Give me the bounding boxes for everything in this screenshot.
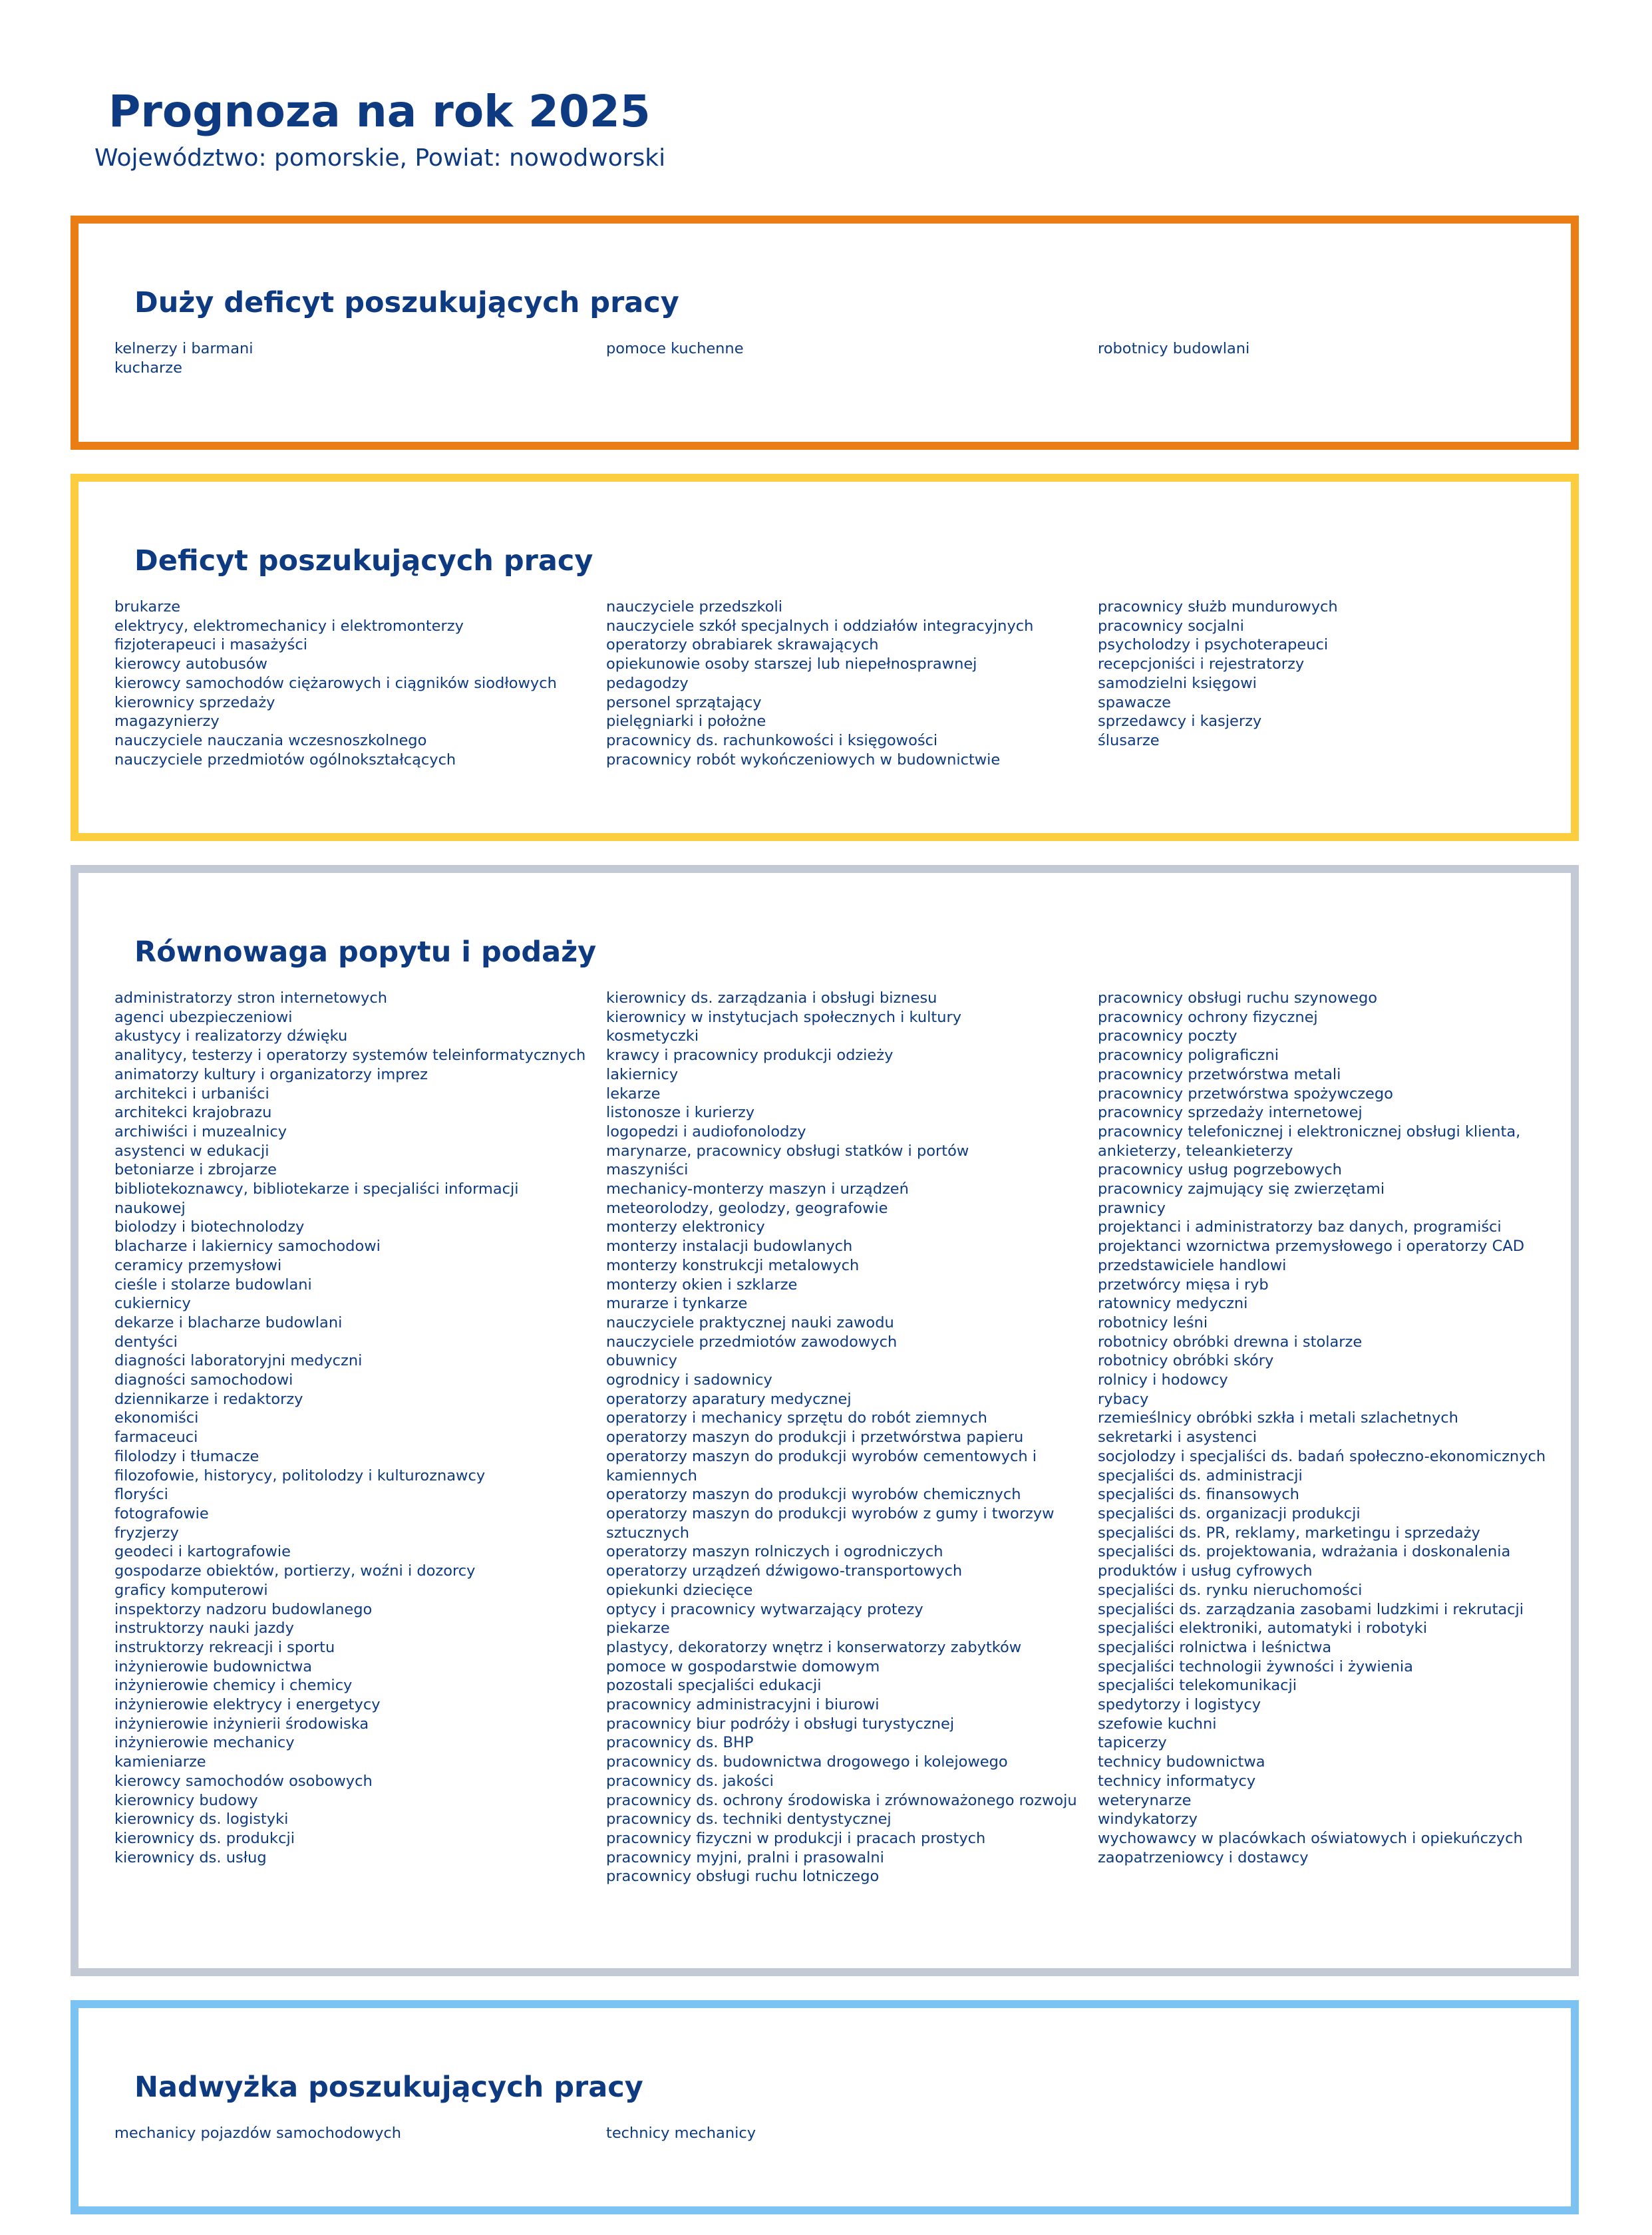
- occupation-item: kierownicy ds. logistyki: [114, 1810, 289, 1828]
- occupation-item: monterzy okien i szklarze: [606, 1276, 798, 1293]
- occupation-item: specjaliści technologii żywności i żywienia: [1098, 1657, 1413, 1675]
- occupation-item: kamieniarze: [114, 1753, 206, 1771]
- occupation-item: nauczyciele przedszkoli: [606, 598, 783, 615]
- occupation-item: brukarze: [114, 598, 181, 615]
- occupation-item: projektanci wzornictwa przemysłowego i operatorzy CAD: [1098, 1238, 1525, 1256]
- occupation-item: pracownicy usług pogrzebowych: [1098, 1161, 1342, 1179]
- occupation-item: operatorzy maszyn rolniczych i ogrodniczych: [606, 1543, 943, 1561]
- occupation-item: dentyści: [114, 1333, 178, 1351]
- occupation-item: inżynierowie elektrycy i energetycy: [114, 1696, 381, 1714]
- occupation-item: specjaliści rolnictwa i leśnictwa: [1098, 1638, 1332, 1656]
- occupation-item: mechanicy pojazdów samochodowych: [114, 2125, 402, 2142]
- section-column: [114, 2124, 593, 2143]
- occupation-item: zaopatrzeniowcy i dostawcy: [1098, 1848, 1309, 1866]
- occupation-item: rolnicy i hodowcy: [1098, 1371, 1228, 1389]
- occupation-item: pracownicy zajmujący się zwierzętami: [1098, 1180, 1385, 1198]
- occupation-item: ekonomiści: [114, 1409, 199, 1427]
- occupation-item: biolodzy i biotechnolodzy: [114, 1218, 305, 1236]
- occupation-item: operatorzy aparatury medycznej: [606, 1390, 852, 1408]
- occupation-item: listonosze i kurierzy: [606, 1104, 755, 1122]
- occupation-item: pomoce kuchenne: [606, 340, 744, 357]
- occupation-item: monterzy elektronicy: [606, 1218, 765, 1236]
- occupation-item: kierownicy w instytucjach społecznych i kultury: [606, 1008, 962, 1026]
- occupation-item: diagności samochodowi: [114, 1371, 293, 1389]
- occupation-item: opiekunki dziecięce: [606, 1581, 753, 1599]
- occupation-item: nauczyciele praktycznej nauki zawodu: [606, 1313, 894, 1331]
- section-column: [606, 339, 1085, 359]
- occupation-item: logopedzi i audiofonolodzy: [606, 1122, 806, 1140]
- occupation-item: inżynierowie budownictwa: [114, 1657, 313, 1675]
- occupation-item: pracownicy administracyjni i biurowi: [606, 1696, 880, 1714]
- section-column: [606, 2124, 1085, 2143]
- occupation-item: inżynierowie chemicy i chemicy: [114, 1677, 353, 1695]
- occupation-item: piekarze: [606, 1620, 670, 1637]
- occupation-item: psycholodzy i psychoterapeuci: [1098, 636, 1329, 654]
- section-balance: [71, 865, 1579, 1976]
- occupation-item: kierownicy budowy: [114, 1791, 258, 1809]
- occupation-item: specjaliści ds. projektowania, wdrażania i doskonalenia produktów i usług cyfrowych: [1098, 1543, 1511, 1580]
- occupation-item: samodzielni księgowi: [1098, 674, 1257, 692]
- occupation-item: cukiernicy: [114, 1295, 191, 1313]
- occupation-item: spedytorzy i logistycy: [1098, 1696, 1261, 1714]
- occupation-item: ślusarze: [1098, 731, 1160, 749]
- occupation-item: robotnicy budowlani: [1098, 340, 1250, 357]
- section-surplus: [71, 2000, 1579, 2214]
- section-column: [1098, 598, 1577, 751]
- occupation-item: ratownicy medyczni: [1098, 1295, 1248, 1313]
- occupation-item: personel sprzątający: [606, 693, 762, 711]
- occupation-item: kierowcy autobusów: [114, 655, 267, 673]
- occupation-item: operatorzy maszyn do produkcji wyrobów cementowych i kamiennych: [606, 1447, 1037, 1484]
- occupation-item: magazynierzy: [114, 713, 220, 731]
- occupation-item: pielęgniarki i położne: [606, 713, 766, 731]
- occupation-item: sprzedawcy i kasjerzy: [1098, 713, 1262, 731]
- occupation-item: robotnicy leśni: [1098, 1313, 1208, 1331]
- occupation-item: pracownicy ds. techniki dentystycznej: [606, 1810, 892, 1828]
- occupation-item: pracownicy ochrony fizycznej: [1098, 1008, 1318, 1026]
- occupation-item: inżynierowie mechanicy: [114, 1734, 295, 1752]
- occupation-item: optycy i pracownicy wytwarzający protezy: [606, 1600, 923, 1618]
- occupation-item: nauczyciele przedmiotów zawodowych: [606, 1333, 898, 1351]
- occupation-item: tapicerzy: [1098, 1734, 1167, 1752]
- occupation-item: specjaliści ds. zarządzania zasobami ludzkimi i rekrutacji: [1098, 1600, 1524, 1618]
- occupation-item: pracownicy telefonicznej i elektronicznej obsługi klienta, ankieterzy, teleankieterzy: [1098, 1122, 1521, 1160]
- occupation-item: recepcjoniści i rejestratorzy: [1098, 655, 1305, 673]
- occupation-item: pracownicy służb mundurowych: [1098, 598, 1338, 615]
- occupation-item: technicy informatycy: [1098, 1772, 1256, 1790]
- occupation-item: kierownicy ds. produkcji: [114, 1829, 295, 1847]
- occupation-item: architekci krajobrazu: [114, 1104, 272, 1122]
- occupation-item: fizjoterapeuci i masażyści: [114, 636, 307, 654]
- occupation-item: pracownicy sprzedaży internetowej: [1098, 1104, 1363, 1122]
- occupation-item: pracownicy socjalni: [1098, 617, 1244, 635]
- occupation-item: graficy komputerowi: [114, 1581, 268, 1599]
- occupation-item: obuwnicy: [606, 1352, 677, 1370]
- occupation-item: blacharze i lakiernicy samochodowi: [114, 1238, 381, 1256]
- occupation-item: kierownicy ds. usług: [114, 1848, 267, 1866]
- occupation-item: pracownicy przetwórstwa spożywczego: [1098, 1085, 1393, 1103]
- occupation-item: elektrycy, elektromechanicy i elektromonterzy: [114, 617, 464, 635]
- occupation-item: pracownicy poligraficzni: [1098, 1047, 1279, 1065]
- occupation-item: administratorzy stron internetowych: [114, 989, 387, 1007]
- occupation-item: operatorzy urządzeń dźwigowo-transportowych: [606, 1562, 963, 1580]
- occupation-item: operatorzy maszyn do produkcji wyrobów chemicznych: [606, 1486, 1021, 1504]
- section-column: [114, 598, 593, 769]
- occupation-item: spawacze: [1098, 693, 1172, 711]
- occupation-item: pomoce w gospodarstwie domowym: [606, 1657, 880, 1675]
- occupation-item: dekarze i blacharze budowlani: [114, 1313, 343, 1331]
- occupation-item: nauczyciele przedmiotów ogólnokształcących: [114, 751, 456, 769]
- occupation-item: pozostali specjaliści edukacji: [606, 1677, 822, 1695]
- section-heading: Równowaga popytu i podaży: [134, 936, 597, 969]
- occupation-item: socjolodzy i specjaliści ds. badań społeczno-ekonomicznych: [1098, 1447, 1546, 1465]
- section-large-deficit: [71, 216, 1579, 450]
- occupation-item: projektanci i administratorzy baz danych, programiści: [1098, 1218, 1502, 1236]
- occupation-item: pedagodzy: [606, 674, 689, 692]
- occupation-item: pracownicy ds. budownictwa drogowego i kolejowego: [606, 1753, 1008, 1771]
- section-column: [606, 598, 1085, 769]
- section-heading: Duży deficyt poszukujących pracy: [134, 286, 679, 319]
- occupation-item: ceramicy przemysłowi: [114, 1256, 282, 1274]
- occupation-item: geodeci i kartografowie: [114, 1543, 291, 1561]
- occupation-item: opiekunowie osoby starszej lub niepełnosprawnej: [606, 655, 977, 673]
- occupation-item: maszyniści: [606, 1161, 689, 1179]
- occupation-item: pracownicy fizyczni w produkcji i pracach prostych: [606, 1829, 986, 1847]
- occupation-item: diagności laboratoryjni medyczni: [114, 1352, 363, 1370]
- occupation-item: floryści: [114, 1486, 168, 1504]
- occupation-item: kosmetyczki: [606, 1027, 699, 1045]
- occupation-item: operatorzy i mechanicy sprzętu do robót ziemnych: [606, 1409, 987, 1427]
- occupation-item: pracownicy robót wykończeniowych w budownictwie: [606, 751, 1001, 769]
- occupation-item: operatorzy maszyn do produkcji i przetwórstwa papieru: [606, 1429, 1024, 1447]
- occupation-item: monterzy konstrukcji metalowych: [606, 1256, 860, 1274]
- occupation-item: windykatorzy: [1098, 1810, 1198, 1828]
- occupation-item: nauczyciele szkół specjalnych i oddziałów integracyjnych: [606, 617, 1034, 635]
- occupation-item: specjaliści elektroniki, automatyki i robotyki: [1098, 1620, 1427, 1637]
- occupation-item: pracownicy ds. ochrony środowiska i zrównoważonego rozwoju: [606, 1791, 1077, 1809]
- page-title: Prognoza na rok 2025: [108, 86, 651, 137]
- occupation-item: animatorzy kultury i organizatorzy imprez: [114, 1065, 428, 1083]
- occupation-item: pracownicy obsługi ruchu szynowego: [1098, 989, 1378, 1007]
- occupation-item: pracownicy poczty: [1098, 1027, 1238, 1045]
- page-subtitle: Województwo: pomorskie, Powiat: nowodworski: [94, 144, 666, 172]
- occupation-item: pracownicy myjni, pralni i prasowalni: [606, 1848, 884, 1866]
- occupation-item: sekretarki i asystenci: [1098, 1429, 1257, 1447]
- section-column: [606, 989, 1085, 1886]
- occupation-item: ogrodnicy i sadownicy: [606, 1371, 772, 1389]
- section-deficit: [71, 474, 1579, 841]
- occupation-item: rzemieślnicy obróbki szkła i metali szlachetnych: [1098, 1409, 1458, 1427]
- occupation-item: technicy mechanicy: [606, 2125, 756, 2142]
- occupation-item: meteorolodzy, geolodzy, geografowie: [606, 1199, 888, 1217]
- occupation-item: inspektorzy nadzoru budowlanego: [114, 1600, 373, 1618]
- occupation-item: pracownicy ds. jakości: [606, 1772, 774, 1790]
- occupation-item: specjaliści ds. organizacji produkcji: [1098, 1504, 1361, 1522]
- occupation-item: pracownicy ds. rachunkowości i księgowości: [606, 731, 938, 749]
- section-heading: Deficyt poszukujących pracy: [134, 544, 593, 578]
- occupation-item: instruktorzy nauki jazdy: [114, 1620, 294, 1637]
- occupation-item: specjaliści ds. PR, reklamy, marketingu i sprzedaży: [1098, 1524, 1480, 1542]
- occupation-item: operatorzy maszyn do produkcji wyrobów z gumy i tworzyw sztucznych: [606, 1504, 1055, 1542]
- section-column: [1098, 989, 1577, 1867]
- occupation-item: farmaceuci: [114, 1429, 198, 1447]
- occupation-item: agenci ubezpieczeniowi: [114, 1008, 293, 1026]
- occupation-item: marynarze, pracownicy obsługi statków i portów: [606, 1142, 969, 1160]
- occupation-item: kierowcy samochodów ciężarowych i ciągników siodłowych: [114, 674, 557, 692]
- occupation-item: mechanicy-monterzy maszyn i urządzeń: [606, 1180, 909, 1198]
- occupation-item: robotnicy obróbki drewna i stolarze: [1098, 1333, 1363, 1351]
- occupation-item: kucharze: [114, 359, 182, 377]
- occupation-item: pracownicy ds. BHP: [606, 1734, 754, 1752]
- occupation-item: murarze i tynkarze: [606, 1295, 748, 1313]
- occupation-item: kelnerzy i barmani: [114, 340, 253, 357]
- occupation-item: specjaliści ds. rynku nieruchomości: [1098, 1581, 1363, 1599]
- occupation-item: monterzy instalacji budowlanych: [606, 1238, 853, 1256]
- occupation-item: przedstawiciele handlowi: [1098, 1256, 1287, 1274]
- occupation-item: inżynierowie inżynierii środowiska: [114, 1715, 369, 1733]
- occupation-item: instruktorzy rekreacji i sportu: [114, 1638, 335, 1656]
- occupation-item: kierownicy ds. zarządzania i obsługi biznesu: [606, 989, 937, 1007]
- occupation-item: specjaliści telekomunikacji: [1098, 1677, 1297, 1695]
- occupation-item: specjaliści ds. administracji: [1098, 1466, 1303, 1484]
- occupation-item: prawnicy: [1098, 1199, 1166, 1217]
- occupation-item: akustycy i realizatorzy dźwięku: [114, 1027, 348, 1045]
- occupation-item: plastycy, dekoratorzy wnętrz i konserwatorzy zabytków: [606, 1638, 1022, 1656]
- occupation-item: architekci i urbaniści: [114, 1085, 269, 1103]
- occupation-item: archiwiści i muzealnicy: [114, 1122, 287, 1140]
- occupation-item: dziennikarze i redaktorzy: [114, 1390, 303, 1408]
- occupation-item: kierownicy sprzedaży: [114, 693, 275, 711]
- occupation-item: asystenci w edukacji: [114, 1142, 269, 1160]
- occupation-item: lekarze: [606, 1085, 661, 1103]
- occupation-item: fotografowie: [114, 1504, 209, 1522]
- occupation-item: gospodarze obiektów, portierzy, woźni i dozorcy: [114, 1562, 476, 1580]
- occupation-item: wychowawcy w placówkach oświatowych i opiekuńczych: [1098, 1829, 1523, 1847]
- occupation-item: pracownicy obsługi ruchu lotniczego: [606, 1868, 880, 1886]
- occupation-item: fryzjerzy: [114, 1524, 179, 1542]
- section-column: [1098, 339, 1577, 359]
- occupation-item: filolodzy i tłumacze: [114, 1447, 259, 1465]
- occupation-item: nauczyciele nauczania wczesnoszkolnego: [114, 731, 427, 749]
- section-column: [114, 989, 593, 1867]
- section-column: [114, 339, 593, 377]
- occupation-item: lakiernicy: [606, 1065, 679, 1083]
- occupation-item: weterynarze: [1098, 1791, 1192, 1809]
- occupation-item: cieśle i stolarze budowlani: [114, 1276, 312, 1293]
- occupation-item: przetwórcy mięsa i ryb: [1098, 1276, 1269, 1293]
- occupation-item: robotnicy obróbki skóry: [1098, 1352, 1274, 1370]
- occupation-item: technicy budownictwa: [1098, 1753, 1265, 1771]
- occupation-item: specjaliści ds. finansowych: [1098, 1486, 1299, 1504]
- occupation-item: betoniarze i zbrojarze: [114, 1161, 277, 1179]
- occupation-item: rybacy: [1098, 1390, 1149, 1408]
- occupation-item: bibliotekoznawcy, bibliotekarze i specjaliści informacji naukowej: [114, 1180, 519, 1217]
- occupation-item: pracownicy przetwórstwa metali: [1098, 1065, 1341, 1083]
- occupation-item: szefowie kuchni: [1098, 1715, 1217, 1733]
- occupation-item: kierowcy samochodów osobowych: [114, 1772, 373, 1790]
- occupation-item: operatorzy obrabiarek skrawających: [606, 636, 879, 654]
- occupation-item: pracownicy biur podróży i obsługi turystycznej: [606, 1715, 955, 1733]
- occupation-item: analitycy, testerzy i operatorzy systemów teleinformatycznych: [114, 1047, 586, 1065]
- occupation-item: filozofowie, historycy, politolodzy i kulturoznawcy: [114, 1466, 486, 1484]
- section-heading: Nadwyżka poszukujących pracy: [134, 2071, 643, 2104]
- occupation-item: krawcy i pracownicy produkcji odzieży: [606, 1047, 894, 1065]
